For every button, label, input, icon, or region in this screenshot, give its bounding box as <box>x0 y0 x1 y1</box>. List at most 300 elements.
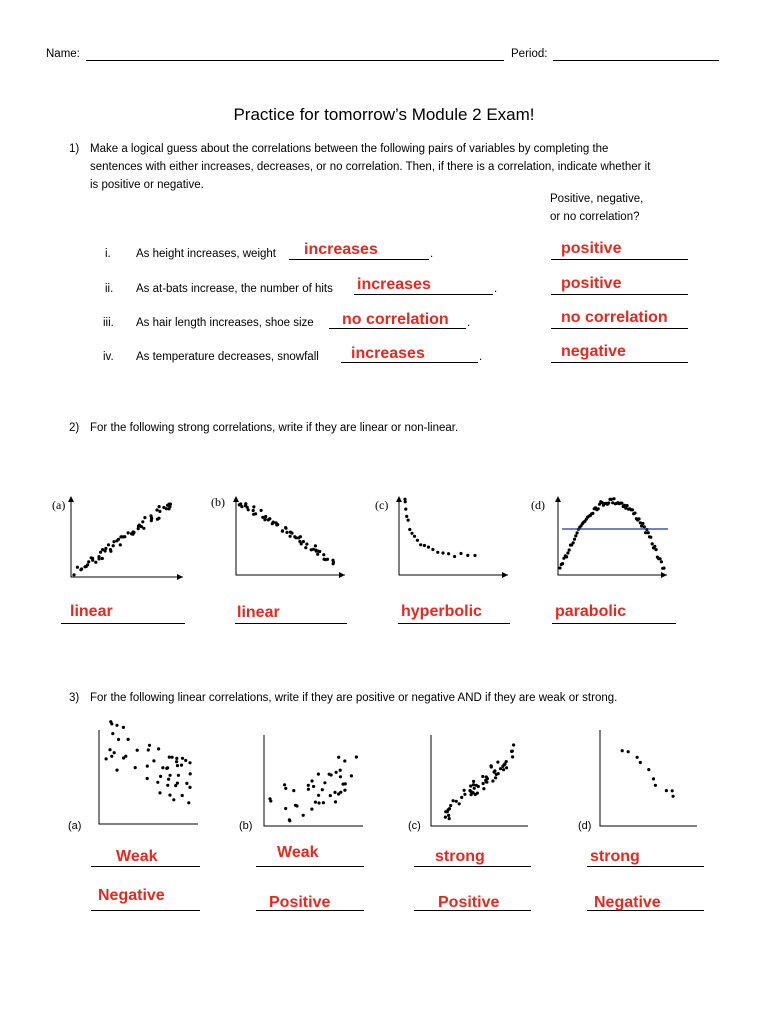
scatter-point <box>317 794 320 797</box>
scatter-point <box>284 527 287 530</box>
q1-item-blank[interactable] <box>329 328 466 329</box>
scatter-point <box>168 794 171 797</box>
scatter-point <box>561 562 564 565</box>
scatter-point <box>159 775 162 778</box>
q3-plot-label: (c) <box>408 820 421 832</box>
q3-strength-answer: Weak <box>116 848 158 865</box>
scatter-point <box>502 768 505 771</box>
name-label: Name: <box>46 48 80 60</box>
scatter-point <box>292 789 295 792</box>
scatter-point <box>86 563 89 566</box>
scatter-point <box>112 540 115 543</box>
scatter-point <box>317 801 320 804</box>
scatter-point <box>244 502 247 505</box>
q3-direction-answer: Negative <box>98 887 165 904</box>
scatter-point <box>607 501 610 504</box>
scatter-point <box>111 732 114 735</box>
scatter-point <box>155 508 158 511</box>
scatter-point <box>156 781 159 784</box>
scatter-point <box>651 542 654 545</box>
scatter-point <box>284 787 287 790</box>
scatter-point <box>285 531 288 534</box>
scatter-point <box>107 543 110 546</box>
q1-correlation-blank[interactable] <box>551 328 688 329</box>
scatter-point <box>147 748 150 751</box>
scatter-point <box>176 764 179 767</box>
scatter-point <box>490 764 493 767</box>
period-blank[interactable] <box>553 60 719 61</box>
q3-direction-answer: Negative <box>594 894 661 911</box>
period-label: Period: <box>511 48 548 60</box>
scatter-point <box>181 794 184 797</box>
scatter-point <box>157 747 160 750</box>
scatter-point <box>99 551 102 554</box>
scatter-point <box>263 518 266 521</box>
scatter-point <box>482 787 485 790</box>
q1-column-header-1: Positive, negative, <box>550 193 644 205</box>
scatter-point <box>329 794 332 797</box>
scatter-point <box>485 780 488 783</box>
scatter-point <box>275 523 278 526</box>
scatter-point <box>148 744 151 747</box>
scatter-point <box>314 544 317 547</box>
scatter-point <box>172 798 175 801</box>
scatter-point <box>187 801 190 804</box>
q3-plot-label: (d) <box>578 820 592 832</box>
scatter-point <box>460 796 463 799</box>
scatter-point <box>175 757 178 760</box>
scatter-point <box>254 512 257 515</box>
scatter-point <box>181 757 184 760</box>
q3-direction-blank[interactable] <box>91 910 200 911</box>
q3-plot-label: (b) <box>239 820 253 832</box>
scatter-point <box>512 743 515 746</box>
q1-line-1: Make a logical guess about the correlations between the following pairs of variables by completing the <box>90 143 609 155</box>
period-mark: . <box>494 283 498 295</box>
scatter-point <box>671 789 674 792</box>
scatter-point <box>109 550 112 553</box>
scatter-point <box>122 726 125 729</box>
q2-plot-label: (c) <box>375 498 389 512</box>
scatter-point <box>323 781 326 784</box>
scatter-point <box>322 553 325 556</box>
q1-item-numeral: ii. <box>105 283 114 295</box>
scatter-point <box>505 760 508 763</box>
scatter-plot-3c <box>430 735 530 827</box>
q3-plot-label: (a) <box>68 820 82 832</box>
scatter-point <box>240 505 243 508</box>
scatter-point <box>177 774 180 777</box>
scatter-point <box>660 560 663 563</box>
q1-item-numeral: iv. <box>103 351 114 363</box>
q3-strength-blank[interactable] <box>414 866 531 867</box>
scatter-point <box>497 772 500 775</box>
scatter-point <box>408 528 411 531</box>
scatter-point <box>302 540 305 543</box>
q2-answer-blank[interactable] <box>398 623 510 624</box>
scatter-point <box>166 766 169 769</box>
scatter-point <box>447 552 450 555</box>
q1-correlation-answer: no correlation <box>561 309 668 326</box>
q3-text: For the following linear correlations, write if they are positive or negative AND if they are weak or strong. <box>90 692 618 704</box>
scatter-point <box>76 566 79 569</box>
q1-item-answer: increases <box>304 241 378 258</box>
q2-answer-blank[interactable] <box>61 623 185 624</box>
scatter-point <box>665 789 668 792</box>
scatter-point <box>188 761 191 764</box>
scatter-point <box>576 531 579 534</box>
scatter-point <box>463 789 466 792</box>
scatter-point <box>558 566 561 569</box>
scatter-point <box>627 750 630 753</box>
scatter-point <box>470 793 473 796</box>
scatter-point <box>643 525 646 528</box>
q1-item-text: As at-bats increase, the number of hits <box>136 283 333 295</box>
scatter-point <box>458 802 461 805</box>
scatter-point <box>662 567 665 570</box>
scatter-point <box>620 502 623 505</box>
scatter-point <box>631 508 634 511</box>
scatter-point <box>310 779 313 782</box>
q1-item-blank[interactable] <box>289 259 429 260</box>
q1-item-text: As temperature decreases, snowfall <box>136 351 319 363</box>
scatter-point <box>252 505 255 508</box>
q3-strength-answer: strong <box>590 848 640 865</box>
scatter-point <box>174 784 177 787</box>
scatter-point <box>342 783 345 786</box>
scatter-point <box>252 509 255 512</box>
scatter-point <box>511 750 514 753</box>
scatter-point <box>335 771 338 774</box>
scatter-point <box>117 738 120 741</box>
q2-text: For the following strong correlations, write if they are linear or non-linear. <box>90 422 459 434</box>
q1-item-text: As height increases, weight <box>136 248 276 260</box>
scatter-point <box>469 784 472 787</box>
scatter-point <box>659 557 662 560</box>
scatter-point <box>171 756 174 759</box>
scatter-point <box>295 804 298 807</box>
q1-item-numeral: iii. <box>103 317 114 329</box>
scatter-point <box>307 788 310 791</box>
scatter-point <box>473 787 476 790</box>
scatter-point <box>136 749 139 752</box>
scatter-point <box>269 799 272 802</box>
scatter-point <box>247 508 250 511</box>
scatter-point <box>653 545 656 548</box>
scatter-point <box>312 785 315 788</box>
scatter-point <box>436 551 439 554</box>
scatter-point <box>318 550 321 553</box>
q2-answer: parabolic <box>555 603 627 620</box>
scatter-point <box>565 555 568 558</box>
scatter-point <box>123 535 126 538</box>
q2-answer: linear <box>70 603 113 620</box>
scatter-point <box>284 807 287 810</box>
scatter-point <box>466 554 469 557</box>
scatter-point <box>410 532 413 535</box>
q1-column-header-2: or no correlation? <box>550 211 640 223</box>
page-title: Practice for tomorrow’s Module 2 Exam! <box>233 105 535 124</box>
scatter-point <box>482 782 485 785</box>
scatter-point <box>184 759 187 762</box>
scatter-point <box>167 778 170 781</box>
scatter-point <box>307 784 310 787</box>
scatter-point <box>330 773 333 776</box>
scatter-point <box>672 795 675 798</box>
scatter-plot-2b <box>230 495 350 585</box>
scatter-point <box>305 543 308 546</box>
scatter-point <box>115 769 118 772</box>
scatter-point <box>314 801 317 804</box>
scatter-plot-2c <box>393 495 513 585</box>
q2-plot-label: (a) <box>52 498 66 512</box>
scatter-point <box>316 553 319 556</box>
scatter-point <box>290 532 293 535</box>
scatter-point <box>449 804 452 807</box>
scatter-point <box>574 534 577 537</box>
period-mark: . <box>430 248 434 260</box>
scatter-point <box>72 573 75 576</box>
scatter-point <box>188 786 191 789</box>
q3-strength-blank[interactable] <box>587 866 704 867</box>
scatter-point <box>260 509 263 512</box>
q2-answer-blank[interactable] <box>235 623 347 624</box>
scatter-point <box>481 775 484 778</box>
scatter-point <box>288 819 291 822</box>
scatter-point <box>175 760 178 763</box>
scatter-point <box>115 724 118 727</box>
scatter-point <box>158 510 161 513</box>
scatter-point <box>91 557 94 560</box>
scatter-point <box>626 504 629 507</box>
scatter-point <box>140 525 143 528</box>
scatter-point <box>141 520 144 523</box>
scatter-point <box>185 782 188 785</box>
scatter-point <box>491 779 494 782</box>
scatter-point <box>317 773 320 776</box>
scatter-point <box>119 543 122 546</box>
scatter-point <box>441 551 444 554</box>
scatter-point <box>343 789 346 792</box>
scatter-point <box>641 522 644 525</box>
scatter-point <box>591 512 594 515</box>
scatter-point <box>485 775 488 778</box>
scatter-point <box>472 783 475 786</box>
scatter-plot-2d <box>552 495 672 585</box>
scatter-point <box>505 766 508 769</box>
scatter-point <box>149 514 152 517</box>
scatter-point <box>477 785 480 788</box>
scatter-point <box>339 775 342 778</box>
scatter-point <box>310 808 313 811</box>
scatter-point <box>413 535 416 538</box>
scatter-point <box>654 784 657 787</box>
scatter-point <box>503 763 506 766</box>
q2-plot-label: (b) <box>211 495 225 509</box>
scatter-point <box>499 767 502 770</box>
scatter-point <box>339 769 342 772</box>
scatter-point <box>343 759 346 762</box>
scatter-point <box>455 800 458 803</box>
scatter-plot-3a <box>98 730 200 825</box>
scatter-point <box>97 555 100 558</box>
scatter-point <box>459 552 462 555</box>
scatter-point <box>168 756 171 759</box>
scatter-point <box>621 749 624 752</box>
scatter-point <box>271 522 274 525</box>
scatter-point <box>108 748 111 751</box>
scatter-point <box>566 551 569 554</box>
scatter-point <box>87 560 90 563</box>
scatter-point <box>264 515 267 518</box>
scatter-point <box>427 546 430 549</box>
scatter-point <box>161 766 164 769</box>
scatter-point <box>636 756 639 759</box>
scatter-point <box>122 756 125 759</box>
q2-number: 2) <box>69 422 80 434</box>
period-mark: . <box>479 351 483 363</box>
q1-correlation-blank[interactable] <box>551 294 688 295</box>
scatter-point <box>407 519 410 522</box>
scatter-point <box>166 784 169 787</box>
scatter-point <box>110 722 113 725</box>
scatter-point <box>113 751 116 754</box>
scatter-point <box>127 531 130 534</box>
scatter-point <box>321 788 324 791</box>
q2-plot-label: (d) <box>531 498 545 512</box>
q3-strength-blank[interactable] <box>256 866 364 867</box>
scatter-point <box>150 519 153 522</box>
scatter-point <box>132 531 135 534</box>
scatter-point <box>110 755 113 758</box>
scatter-point <box>189 772 192 775</box>
scatter-point <box>597 507 600 510</box>
q3-strength-answer: strong <box>435 848 485 865</box>
scatter-point <box>572 541 575 544</box>
scatter-point <box>423 544 426 547</box>
scatter-plot-3d <box>599 730 699 827</box>
scatter-point <box>168 505 171 508</box>
scatter-point <box>453 555 456 558</box>
scatter-point <box>612 497 615 500</box>
period-mark: . <box>467 317 471 329</box>
scatter-point <box>79 568 82 571</box>
scatter-point <box>416 539 419 542</box>
scatter-point <box>444 810 447 813</box>
scatter-point <box>493 769 496 772</box>
scatter-point <box>350 774 353 777</box>
scatter-point <box>101 557 104 560</box>
scatter-point <box>404 508 407 511</box>
scatter-point <box>655 548 658 551</box>
scatter-point <box>104 547 107 550</box>
scatter-point <box>333 791 336 794</box>
q1-correlation-blank[interactable] <box>551 362 688 363</box>
scatter-point <box>334 800 337 803</box>
scatter-point <box>127 738 130 741</box>
scatter-point <box>94 561 97 564</box>
scatter-point <box>573 538 576 541</box>
q1-item-blank[interactable] <box>341 362 478 363</box>
scatter-point <box>448 817 451 820</box>
scatter-point <box>474 793 477 796</box>
q2-answer: hyperbolic <box>401 603 482 620</box>
q1-item-answer: increases <box>357 276 431 293</box>
scatter-point <box>647 768 650 771</box>
scatter-point <box>447 814 450 817</box>
scatter-plot-2a <box>65 495 185 585</box>
scatter-point <box>322 801 325 804</box>
q1-correlation-answer: negative <box>561 343 626 360</box>
scatter-point <box>143 516 146 519</box>
scatter-point <box>337 792 340 795</box>
scatter-point <box>332 561 335 564</box>
scatter-point <box>355 755 358 758</box>
scatter-point <box>404 500 407 503</box>
q1-correlation-blank[interactable] <box>551 259 688 260</box>
scatter-point <box>633 512 636 515</box>
q1-item-answer: increases <box>351 345 425 362</box>
scatter-point <box>158 791 161 794</box>
q3-strength-blank[interactable] <box>91 866 200 867</box>
q1-number: 1) <box>69 143 80 155</box>
scatter-point <box>304 546 307 549</box>
scatter-point <box>146 765 149 768</box>
scatter-point <box>419 543 422 546</box>
q1-item-text: As hair length increases, shoe size <box>136 317 314 329</box>
q2-answer-blank[interactable] <box>552 623 676 624</box>
scatter-point <box>494 776 497 779</box>
scatter-point <box>647 531 650 534</box>
scatter-point <box>289 535 292 538</box>
q1-correlation-answer: positive <box>561 275 622 292</box>
scatter-point <box>463 793 466 796</box>
q3-direction-answer: Positive <box>269 894 331 911</box>
scatter-point <box>169 774 172 777</box>
scatter-point <box>146 777 149 780</box>
scatter-point <box>652 777 655 780</box>
scatter-point <box>299 535 302 538</box>
scatter-plot-3b <box>263 735 365 827</box>
scatter-point <box>496 761 499 764</box>
scatter-point <box>101 548 104 551</box>
scatter-point <box>444 816 447 819</box>
scatter-point <box>281 530 284 533</box>
scatter-point <box>472 780 475 783</box>
scatter-point <box>105 757 108 760</box>
scatter-point <box>115 539 118 542</box>
q3-number: 3) <box>69 692 80 704</box>
scatter-point <box>337 756 340 759</box>
q1-line-3: is positive or negative. <box>90 179 204 191</box>
q3-strength-answer: Weak <box>277 844 319 861</box>
scatter-point <box>405 515 408 518</box>
scatter-point <box>112 544 115 547</box>
scatter-point <box>157 517 160 520</box>
scatter-point <box>568 548 571 551</box>
name-blank[interactable] <box>86 60 504 61</box>
scatter-point <box>452 799 455 802</box>
q1-correlation-answer: positive <box>561 240 622 257</box>
scatter-point <box>610 498 613 501</box>
q1-item-numeral: i. <box>105 248 111 260</box>
scatter-point <box>649 536 652 539</box>
scatter-point <box>152 759 155 762</box>
scatter-point <box>267 518 270 521</box>
q1-item-blank[interactable] <box>354 294 493 295</box>
q3-direction-answer: Positive <box>438 894 500 911</box>
scatter-point <box>302 814 305 817</box>
